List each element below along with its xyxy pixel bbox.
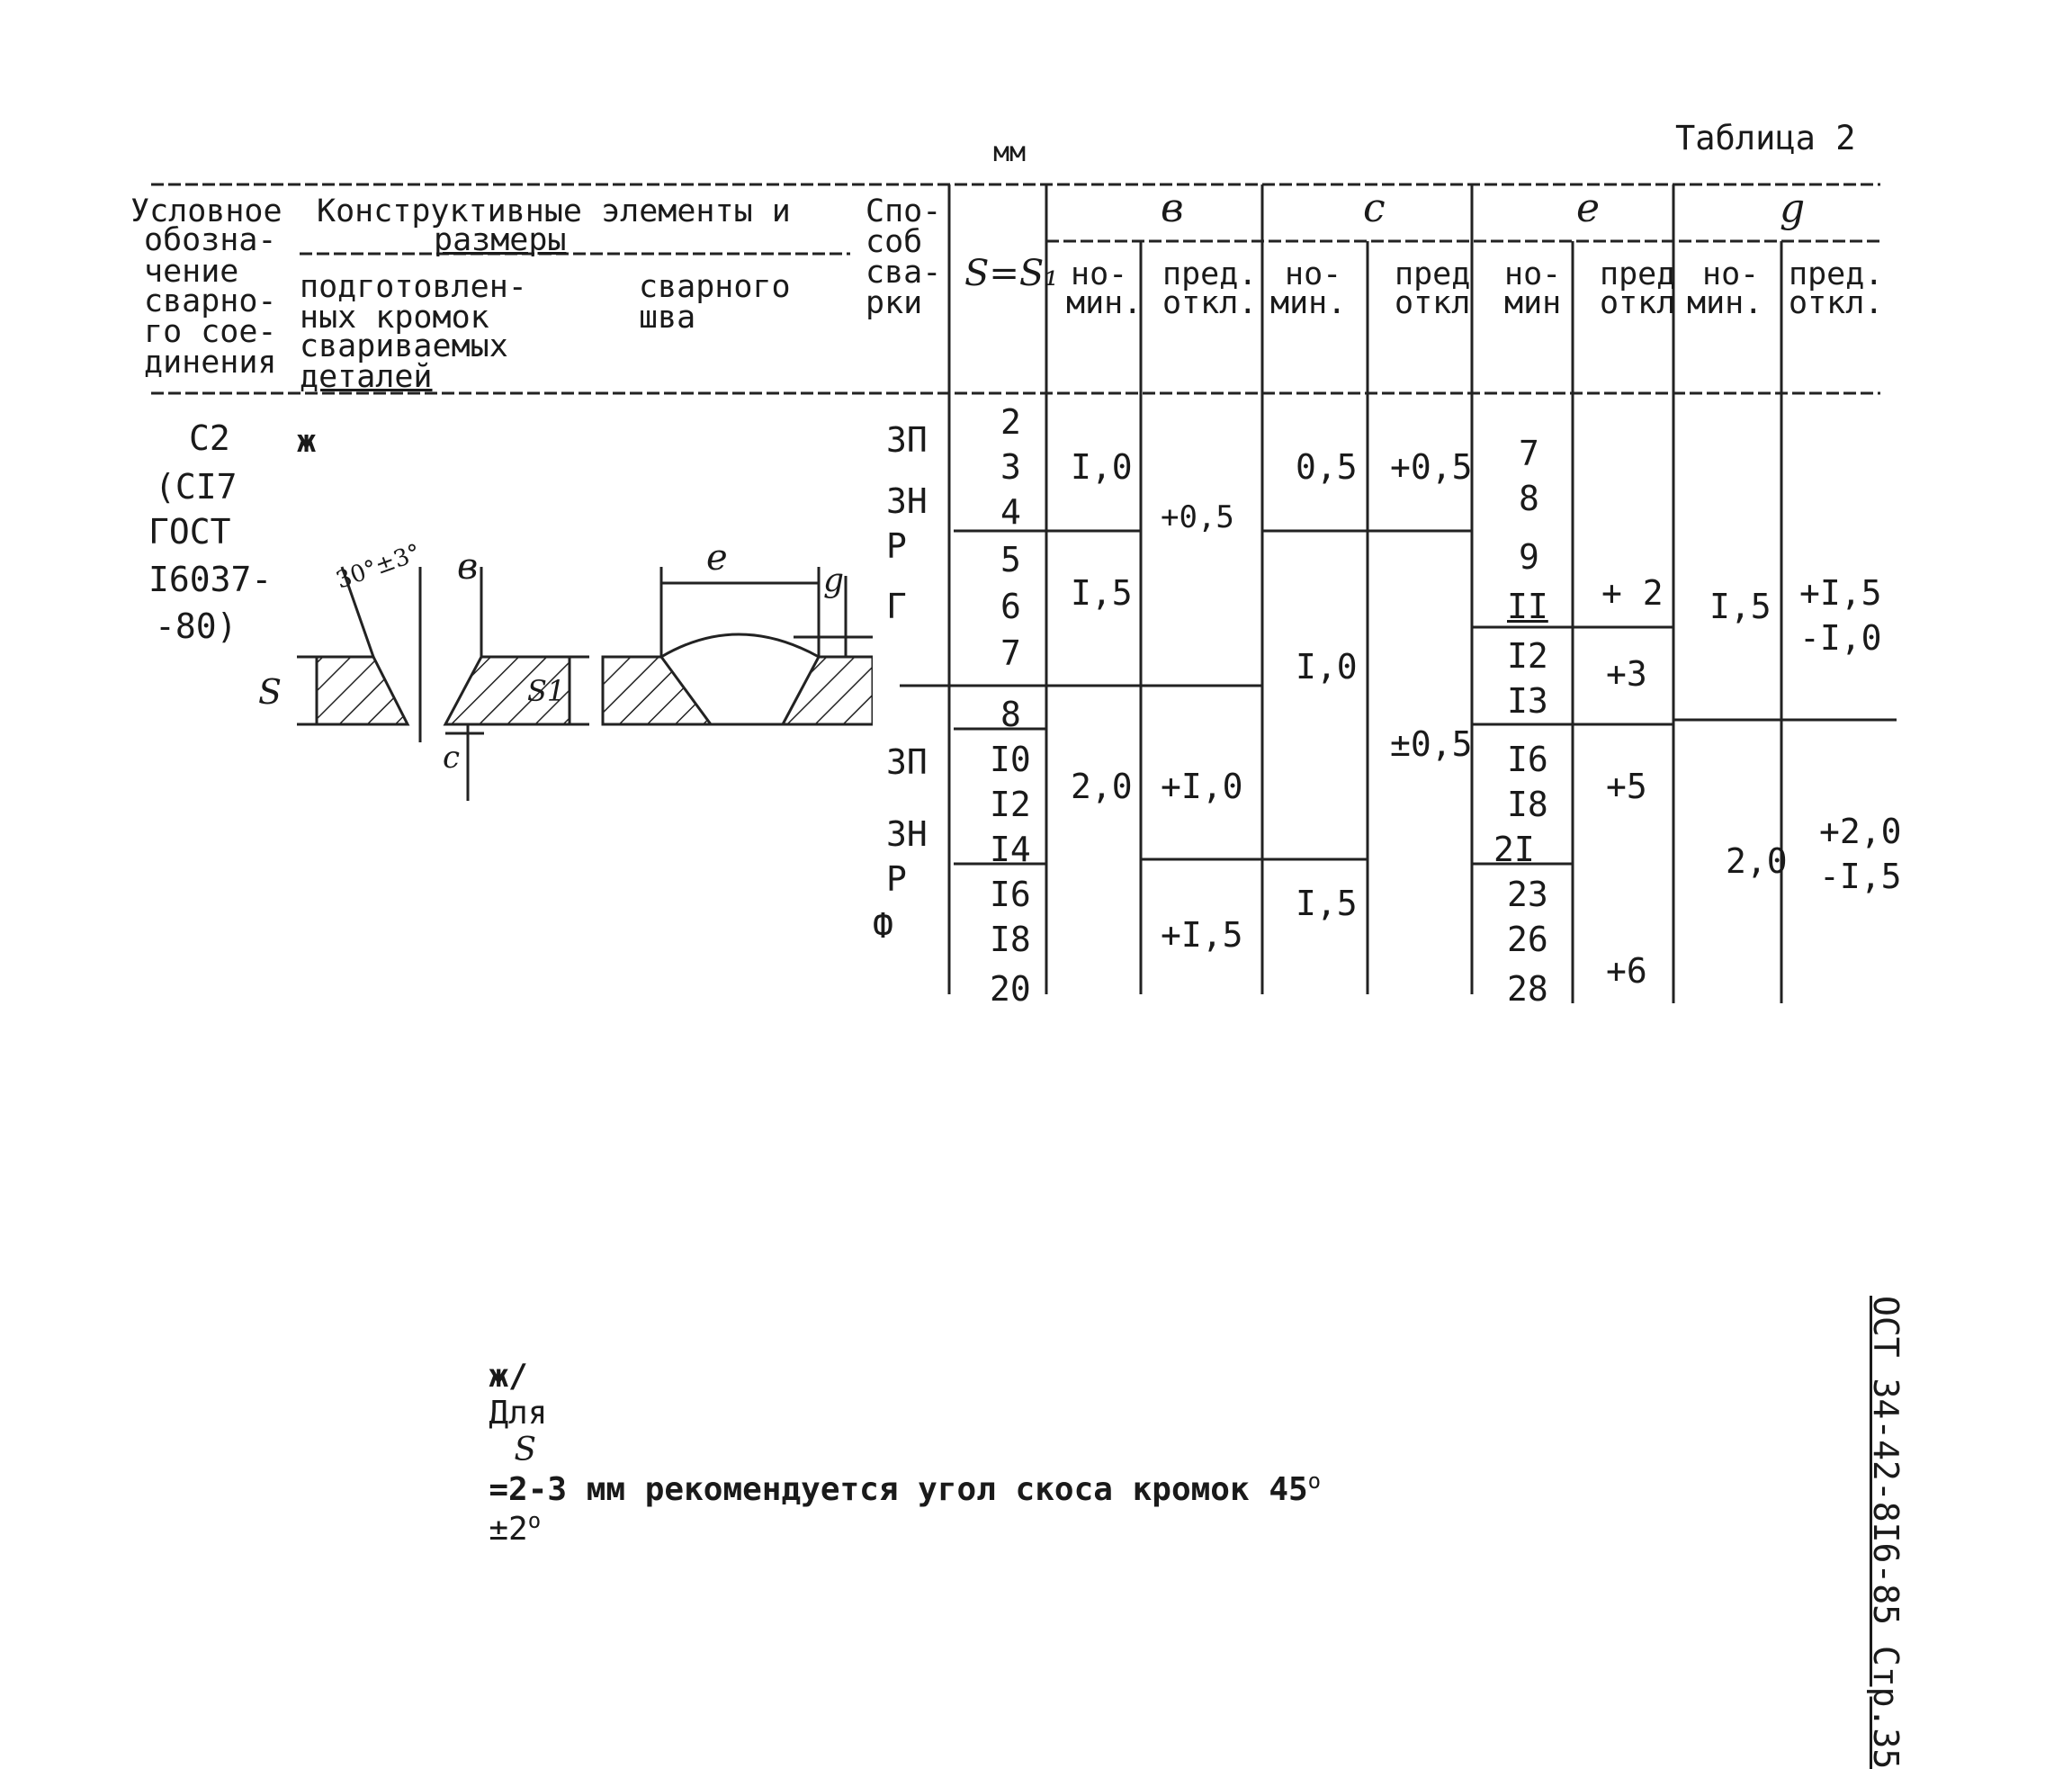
footnote-degree-2: о [527, 1508, 542, 1533]
sketch-angle-label: 30°±3° [332, 539, 425, 595]
method-7: Р [886, 859, 907, 899]
unit-label: мм [993, 137, 1027, 168]
designation-header-1: Условное [130, 193, 283, 229]
footnote-mark-text: ж/ [489, 1358, 528, 1395]
thickness-value: 7 [1000, 633, 1021, 673]
e-nominal-value: I2 [1507, 636, 1548, 676]
method-header-4: рки [866, 285, 923, 321]
thickness-value: 3 [1000, 447, 1021, 487]
e-deviation-header-2: откл [1600, 285, 1676, 321]
c-deviation-value: +0,5 [1390, 447, 1473, 487]
c-header: с [1363, 185, 1386, 231]
designation-value-5: -80) [155, 606, 238, 646]
footnote-s: S [514, 1432, 537, 1468]
designation-value-1: С2 [189, 418, 230, 458]
prepared-edges-header-3: свариваемых [300, 328, 508, 364]
designation-header-4: сварно- [144, 283, 277, 319]
c-deviation-header-1: пред [1395, 256, 1471, 292]
c-nominal-value: 0,5 [1296, 447, 1358, 487]
g-nominal-header-2: мин. [1687, 285, 1763, 321]
method-4: Г [886, 587, 907, 626]
thickness-value: 20 [990, 969, 1031, 1009]
e-nominal-value: 2I [1493, 830, 1535, 869]
e-deviation-header-1: пред [1600, 256, 1676, 292]
e-nominal-value: 26 [1507, 920, 1548, 959]
b-nominal-header-2: мин. [1066, 285, 1143, 321]
thickness-value: I0 [990, 740, 1031, 779]
footnote-text-2: =2-3 мм рекомендуется угол скоса кромок 45 [489, 1471, 1308, 1508]
footnote-mark: ж [297, 424, 317, 460]
prepared-edges-header-2: ных кромок [300, 300, 489, 336]
designation-value-4: I6037- [148, 560, 273, 599]
e-nominal-header-2: мин [1504, 285, 1562, 321]
sketch-e-label: e [706, 537, 728, 579]
sketch-s-label: S [258, 672, 283, 712]
c-deviation-value: ±0,5 [1390, 724, 1473, 764]
b-header: в [1161, 185, 1184, 231]
footnote [450, 1321, 1321, 1548]
thickness-value: I2 [990, 785, 1031, 824]
sketch-b-label: в [457, 546, 479, 588]
e-nominal-value: I6 [1507, 740, 1548, 779]
left-plate [317, 657, 408, 724]
thickness-value: 8 [1000, 695, 1021, 734]
e-deviation-value: +3 [1606, 654, 1647, 694]
method-6: ЗН [886, 814, 928, 854]
g-deviation-value: -I,5 [1819, 857, 1902, 896]
thickness-value: 4 [1000, 492, 1021, 532]
b-nominal-value: I,5 [1071, 573, 1133, 613]
side-document-label: ОСТ 34-42-8I6-85 Стр.35 [1866, 1296, 1906, 1769]
g-nominal-header-1: но- [1702, 256, 1760, 292]
designation-value-3: ГОСТ [148, 512, 231, 552]
b-deviation-value: +I,5 [1161, 915, 1243, 955]
b-deviation-header-1: пред. [1162, 256, 1258, 292]
e-nominal-header-1: но- [1504, 256, 1562, 292]
prepared-edges-header-4: деталей [300, 359, 433, 395]
method-5: ЗП [886, 742, 928, 782]
designation-value-2: (СI7 [155, 467, 238, 507]
b-nominal-value: I,0 [1071, 447, 1133, 487]
footnote-text-1: Для [489, 1395, 548, 1432]
method-header-2: соб [866, 224, 923, 260]
thickness-header: S=S₁ [964, 253, 1059, 294]
c-nominal-value: I,0 [1296, 647, 1358, 687]
sketch-s1-label: S1 [527, 674, 566, 708]
e-nominal-value: I3 [1507, 681, 1548, 721]
b-deviation-header-2: откл. [1162, 285, 1258, 321]
method-1: ЗП [886, 420, 928, 460]
thickness-value: I6 [990, 875, 1031, 914]
g-deviation-value: +I,5 [1799, 573, 1882, 613]
g-deviation-value: +2,0 [1819, 812, 1902, 851]
weld-seam-header-2: шва [639, 300, 696, 336]
e-nominal-value: 28 [1507, 969, 1548, 1009]
b-deviation-value: +I,0 [1161, 767, 1243, 806]
designation-header-6: динения [144, 345, 277, 381]
c-deviation-header-2: откл [1395, 285, 1471, 321]
thickness-value: I4 [990, 830, 1031, 869]
e-header: е [1576, 185, 1601, 231]
g-deviation-header-2: откл. [1789, 285, 1884, 321]
sketch-g-label: g [823, 562, 845, 599]
c-nominal-value: I,5 [1296, 884, 1358, 923]
sketch-c-label: c [443, 740, 461, 776]
e-nominal-value: II [1507, 587, 1548, 626]
method-header-1: Спо- [866, 193, 942, 229]
e-nominal-value: 7 [1519, 434, 1539, 473]
e-deviation-value: + 2 [1601, 573, 1664, 613]
b-deviation-value: +0,5 [1161, 499, 1234, 535]
table-label: Таблица 2 [1675, 119, 1856, 157]
prepared-edges-header-1: подготовлен- [300, 269, 527, 305]
designation-header-3: чение [144, 254, 239, 290]
designation-header-5: го сое- [144, 314, 277, 350]
b-nominal-header-1: но- [1071, 256, 1128, 292]
thickness-value: 6 [1000, 587, 1021, 626]
thickness-value: I8 [990, 920, 1031, 959]
method-8: Ф [873, 906, 893, 946]
e-nominal-value: 9 [1519, 537, 1539, 577]
c-nominal-header-2: мин. [1270, 285, 1347, 321]
method-2: ЗН [886, 481, 928, 521]
c-nominal-header-1: но- [1285, 256, 1342, 292]
b-nominal-value: 2,0 [1071, 767, 1133, 806]
e-nominal-value: 8 [1519, 479, 1539, 518]
weld-seam-header-1: сварного [639, 269, 791, 305]
e-nominal-value: 23 [1507, 875, 1548, 914]
g-deviation-value: -I,0 [1799, 618, 1882, 658]
g-nominal-value: 2,0 [1726, 841, 1788, 881]
e-nominal-value: I8 [1507, 785, 1548, 824]
footnote-degree: о [1307, 1468, 1322, 1494]
e-deviation-value: +5 [1606, 767, 1647, 806]
g-deviation-header-1: пред. [1789, 256, 1884, 292]
g-nominal-value: I,5 [1709, 587, 1772, 626]
method-3: Р [886, 526, 907, 566]
footnote-text-3: ±2 [489, 1511, 528, 1548]
designation-header-2: обозна- [144, 222, 277, 258]
thickness-value: 5 [1000, 540, 1021, 579]
method-header-3: сва- [866, 255, 942, 291]
thickness-value: 2 [1000, 402, 1021, 442]
elements-header-subtitle: размеры [434, 222, 567, 258]
e-deviation-value: +6 [1606, 951, 1647, 991]
g-header: g [1780, 185, 1806, 231]
elements-header-title: Конструктивные элементы и [317, 193, 791, 229]
